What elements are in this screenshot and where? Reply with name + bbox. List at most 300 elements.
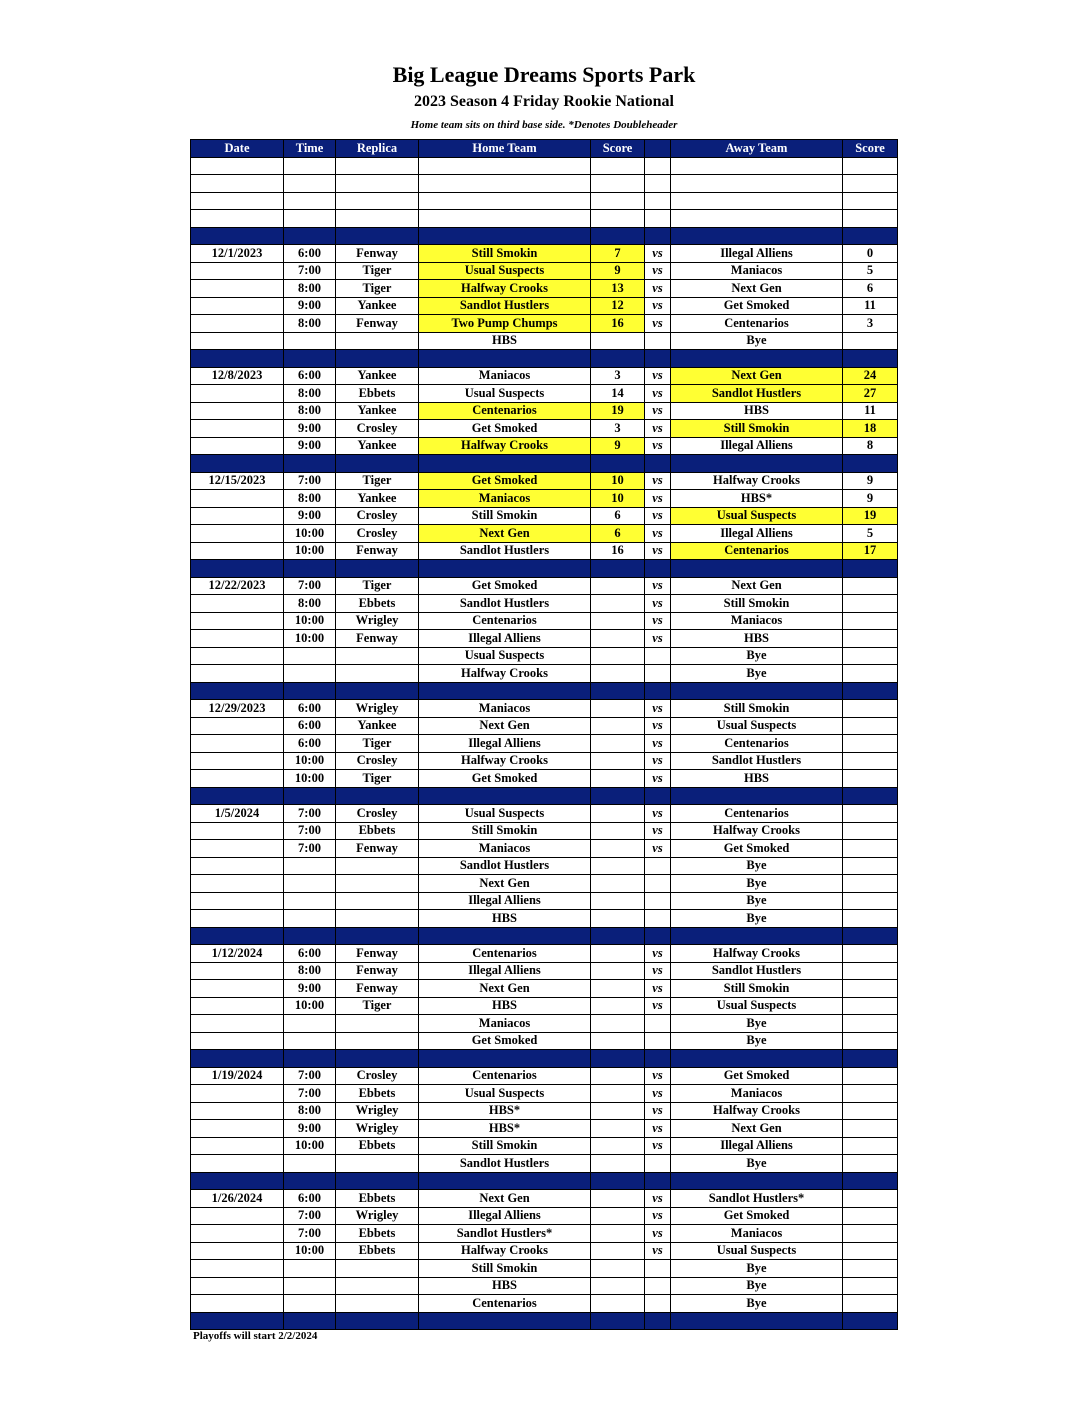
vs-cell: vs <box>645 1067 671 1085</box>
home-score-cell: 16 <box>591 315 645 333</box>
time-cell <box>284 665 336 683</box>
away-score-cell: 18 <box>843 420 898 438</box>
home-score-cell <box>591 175 645 193</box>
away-score-cell <box>843 735 898 753</box>
vs-cell <box>645 892 671 910</box>
game-row <box>191 962 898 980</box>
game-row <box>191 630 898 648</box>
replica-cell <box>336 1050 419 1068</box>
away-score-cell <box>843 805 898 823</box>
game-row <box>191 980 898 998</box>
vs-cell: vs <box>645 490 671 508</box>
replica-cell: Crosley <box>336 507 419 525</box>
home-score-cell <box>591 1015 645 1033</box>
date-cell <box>191 1120 284 1138</box>
home-team-cell: Sandlot Hustlers <box>419 857 591 875</box>
game-row <box>191 542 898 560</box>
page-title: Big League Dreams Sports Park <box>392 62 696 87</box>
away-team-cell: Bye <box>671 1260 843 1278</box>
away-score-cell: 3 <box>843 315 898 333</box>
replica-cell <box>336 157 419 175</box>
playoffs-note: Playoffs will start 2/2/2024 <box>193 1330 318 1342</box>
replica-cell <box>336 1155 419 1173</box>
home-team-cell: Next Gen <box>419 1190 591 1208</box>
date-cell <box>191 787 284 805</box>
away-team-cell: Halfway Crooks <box>671 945 843 963</box>
date-cell <box>191 857 284 875</box>
replica-cell: Wrigley <box>336 1207 419 1225</box>
away-score-cell <box>843 927 898 945</box>
replica-cell <box>336 175 419 193</box>
replica-cell: Tiger <box>336 280 419 298</box>
vs-cell: vs <box>645 1207 671 1225</box>
col-header-away-score: Score <box>843 140 898 158</box>
replica-cell <box>336 927 419 945</box>
replica-cell: Crosley <box>336 752 419 770</box>
away-score-cell <box>843 455 898 473</box>
away-score-cell: 0 <box>843 245 898 263</box>
away-team-cell <box>671 787 843 805</box>
home-score-cell: 3 <box>591 420 645 438</box>
home-team-cell <box>419 1172 591 1190</box>
away-score-cell <box>843 175 898 193</box>
home-team-cell: Centenarios <box>419 1295 591 1313</box>
home-team-cell: Illegal Alliens <box>419 1207 591 1225</box>
away-score-cell <box>843 332 898 350</box>
week-separator-row <box>191 1172 898 1190</box>
away-score-cell <box>843 560 898 578</box>
date-cell <box>191 682 284 700</box>
replica-cell: Tiger <box>336 997 419 1015</box>
date-cell <box>191 1085 284 1103</box>
home-team-cell <box>419 350 591 368</box>
time-cell: 9:00 <box>284 420 336 438</box>
time-cell: 8:00 <box>284 402 336 420</box>
vs-cell <box>645 1260 671 1278</box>
home-score-cell <box>591 1277 645 1295</box>
home-team-cell: Next Gen <box>419 525 591 543</box>
time-cell: 6:00 <box>284 1190 336 1208</box>
game-row <box>191 1190 898 1208</box>
away-team-cell: Usual Suspects <box>671 1242 843 1260</box>
date-cell: 12/8/2023 <box>191 367 284 385</box>
vs-cell: vs <box>645 630 671 648</box>
date-cell <box>191 1260 284 1278</box>
vs-cell: vs <box>645 1242 671 1260</box>
away-score-cell <box>843 840 898 858</box>
vs-cell <box>645 210 671 228</box>
away-team-cell: Usual Suspects <box>671 717 843 735</box>
date-cell <box>191 647 284 665</box>
vs-cell <box>645 1295 671 1313</box>
away-team-cell <box>671 682 843 700</box>
time-cell <box>284 787 336 805</box>
home-score-cell: 10 <box>591 472 645 490</box>
vs-cell: vs <box>645 962 671 980</box>
game-row <box>191 612 898 630</box>
away-team-cell <box>671 560 843 578</box>
date-cell <box>191 910 284 928</box>
game-row <box>191 595 898 613</box>
date-cell <box>191 157 284 175</box>
away-score-cell: 11 <box>843 402 898 420</box>
game-row <box>191 1137 898 1155</box>
game-row <box>191 262 898 280</box>
home-team-cell <box>419 560 591 578</box>
home-score-cell <box>591 577 645 595</box>
date-cell <box>191 297 284 315</box>
away-score-cell: 8 <box>843 437 898 455</box>
home-team-cell: Illegal Alliens <box>419 630 591 648</box>
home-team-cell: Centenarios <box>419 945 591 963</box>
away-team-cell: Bye <box>671 647 843 665</box>
away-score-cell <box>843 577 898 595</box>
away-team-cell <box>671 1312 843 1330</box>
time-cell <box>284 1312 336 1330</box>
header-note: Home team sits on third base side. *Denotes Doubleheader <box>410 119 678 131</box>
date-cell <box>191 420 284 438</box>
away-team-cell: Get Smoked <box>671 1207 843 1225</box>
replica-cell <box>336 455 419 473</box>
away-score-cell <box>843 665 898 683</box>
date-cell <box>191 665 284 683</box>
week-separator-row <box>191 1050 898 1068</box>
home-team-cell: Sandlot Hustlers <box>419 595 591 613</box>
week-separator-row <box>191 455 898 473</box>
time-cell <box>284 927 336 945</box>
away-team-cell: Get Smoked <box>671 297 843 315</box>
home-team-cell: Maniacos <box>419 367 591 385</box>
away-team-cell: Bye <box>671 1032 843 1050</box>
time-cell: 7:00 <box>284 822 336 840</box>
away-score-cell: 11 <box>843 297 898 315</box>
home-team-cell: Two Pump Chumps <box>419 315 591 333</box>
time-cell: 10:00 <box>284 525 336 543</box>
blank-row <box>191 175 898 193</box>
away-team-cell: HBS <box>671 402 843 420</box>
vs-cell <box>645 1312 671 1330</box>
home-team-cell <box>419 157 591 175</box>
game-row <box>191 402 898 420</box>
game-row <box>191 525 898 543</box>
game-row <box>191 472 898 490</box>
date-cell <box>191 402 284 420</box>
time-cell: 7:00 <box>284 472 336 490</box>
away-team-cell: HBS <box>671 770 843 788</box>
away-team-cell: Still Smokin <box>671 420 843 438</box>
replica-cell <box>336 892 419 910</box>
replica-cell: Fenway <box>336 962 419 980</box>
vs-cell <box>645 1015 671 1033</box>
home-score-cell: 7 <box>591 245 645 263</box>
replica-cell: Ebbets <box>336 822 419 840</box>
home-score-cell <box>591 595 645 613</box>
time-cell <box>284 647 336 665</box>
home-team-cell <box>419 192 591 210</box>
away-team-cell: Bye <box>671 1277 843 1295</box>
replica-cell: Tiger <box>336 577 419 595</box>
date-cell <box>191 1015 284 1033</box>
home-score-cell: 13 <box>591 280 645 298</box>
home-score-cell <box>591 1102 645 1120</box>
vs-cell: vs <box>645 262 671 280</box>
home-score-cell <box>591 805 645 823</box>
vs-cell: vs <box>645 945 671 963</box>
home-score-cell <box>591 980 645 998</box>
time-cell <box>284 892 336 910</box>
game-row <box>191 245 898 263</box>
time-cell: 9:00 <box>284 507 336 525</box>
away-score-cell <box>843 700 898 718</box>
home-team-cell: Still Smokin <box>419 507 591 525</box>
away-score-cell: 9 <box>843 490 898 508</box>
time-cell: 9:00 <box>284 1120 336 1138</box>
vs-cell <box>645 560 671 578</box>
home-score-cell <box>591 840 645 858</box>
time-cell: 7:00 <box>284 1085 336 1103</box>
home-team-cell <box>419 927 591 945</box>
away-team-cell: Illegal Alliens <box>671 525 843 543</box>
time-cell: 10:00 <box>284 770 336 788</box>
game-row <box>191 420 898 438</box>
away-score-cell <box>843 1032 898 1050</box>
away-team-cell: Maniacos <box>671 612 843 630</box>
away-score-cell <box>843 1015 898 1033</box>
game-row <box>191 1067 898 1085</box>
date-cell <box>191 1102 284 1120</box>
away-team-cell: Still Smokin <box>671 595 843 613</box>
week-separator-row <box>191 350 898 368</box>
away-score-cell <box>843 770 898 788</box>
away-team-cell: Still Smokin <box>671 980 843 998</box>
home-team-cell: HBS <box>419 910 591 928</box>
home-team-cell: HBS* <box>419 1102 591 1120</box>
away-score-cell <box>843 892 898 910</box>
away-team-cell: Get Smoked <box>671 840 843 858</box>
date-cell <box>191 840 284 858</box>
vs-cell: vs <box>645 997 671 1015</box>
home-team-cell: Usual Suspects <box>419 647 591 665</box>
away-score-cell: 19 <box>843 507 898 525</box>
game-row <box>191 857 898 875</box>
date-cell <box>191 280 284 298</box>
home-score-cell: 6 <box>591 507 645 525</box>
home-score-cell <box>591 962 645 980</box>
home-score-cell <box>591 1260 645 1278</box>
date-cell: 1/19/2024 <box>191 1067 284 1085</box>
replica-cell <box>336 192 419 210</box>
vs-cell <box>645 1172 671 1190</box>
week-separator-row <box>191 227 898 245</box>
replica-cell: Yankee <box>336 437 419 455</box>
replica-cell: Yankee <box>336 297 419 315</box>
replica-cell <box>336 647 419 665</box>
home-team-cell: Centenarios <box>419 402 591 420</box>
time-cell <box>284 1172 336 1190</box>
vs-cell <box>645 665 671 683</box>
vs-cell: vs <box>645 1120 671 1138</box>
away-score-cell <box>843 997 898 1015</box>
date-cell <box>191 175 284 193</box>
replica-cell: Yankee <box>336 717 419 735</box>
time-cell <box>284 875 336 893</box>
replica-cell <box>336 210 419 228</box>
time-cell: 7:00 <box>284 805 336 823</box>
away-score-cell <box>843 875 898 893</box>
time-cell: 8:00 <box>284 490 336 508</box>
away-team-cell: Usual Suspects <box>671 997 843 1015</box>
replica-cell: Yankee <box>336 490 419 508</box>
vs-cell: vs <box>645 700 671 718</box>
date-cell <box>191 1277 284 1295</box>
home-team-cell: Sandlot Hustlers <box>419 542 591 560</box>
vs-cell: vs <box>645 612 671 630</box>
schedule-body <box>191 157 898 1330</box>
away-team-cell: Sandlot Hustlers <box>671 752 843 770</box>
home-score-cell <box>591 1190 645 1208</box>
home-score-cell: 6 <box>591 525 645 543</box>
col-header-home-team: Home Team <box>419 140 591 158</box>
away-score-cell <box>843 157 898 175</box>
home-team-cell: Get Smoked <box>419 577 591 595</box>
home-score-cell <box>591 910 645 928</box>
vs-cell: vs <box>645 752 671 770</box>
away-team-cell: Still Smokin <box>671 700 843 718</box>
time-cell: 9:00 <box>284 437 336 455</box>
home-score-cell <box>591 682 645 700</box>
date-cell <box>191 437 284 455</box>
away-team-cell: Sandlot Hustlers* <box>671 1190 843 1208</box>
replica-cell: Fenway <box>336 630 419 648</box>
game-row <box>191 507 898 525</box>
home-score-cell <box>591 455 645 473</box>
vs-cell: vs <box>645 1085 671 1103</box>
replica-cell: Fenway <box>336 315 419 333</box>
home-score-cell <box>591 1207 645 1225</box>
away-team-cell: Centenarios <box>671 805 843 823</box>
home-score-cell <box>591 1050 645 1068</box>
date-cell <box>191 1242 284 1260</box>
away-team-cell: Bye <box>671 910 843 928</box>
away-team-cell <box>671 350 843 368</box>
col-header-away-team: Away Team <box>671 140 843 158</box>
home-team-cell: Halfway Crooks <box>419 752 591 770</box>
replica-cell <box>336 1032 419 1050</box>
replica-cell: Fenway <box>336 980 419 998</box>
away-team-cell: Bye <box>671 857 843 875</box>
home-score-cell <box>591 717 645 735</box>
date-cell: 12/1/2023 <box>191 245 284 263</box>
date-cell: 12/15/2023 <box>191 472 284 490</box>
date-cell <box>191 962 284 980</box>
date-cell <box>191 1312 284 1330</box>
away-team-cell: Halfway Crooks <box>671 1102 843 1120</box>
date-cell <box>191 735 284 753</box>
week-separator-row <box>191 927 898 945</box>
away-score-cell <box>843 612 898 630</box>
away-team-cell: Sandlot Hustlers <box>671 962 843 980</box>
home-team-cell: Sandlot Hustlers* <box>419 1225 591 1243</box>
away-score-cell <box>843 647 898 665</box>
away-score-cell <box>843 1225 898 1243</box>
away-score-cell <box>843 1067 898 1085</box>
home-team-cell: Maniacos <box>419 1015 591 1033</box>
home-score-cell <box>591 192 645 210</box>
home-team-cell: Sandlot Hustlers <box>419 1155 591 1173</box>
game-row <box>191 1225 898 1243</box>
home-team-cell: Still Smokin <box>419 245 591 263</box>
home-score-cell: 10 <box>591 490 645 508</box>
replica-cell: Crosley <box>336 805 419 823</box>
date-cell <box>191 612 284 630</box>
game-row <box>191 665 898 683</box>
time-cell: 8:00 <box>284 315 336 333</box>
vs-cell <box>645 910 671 928</box>
replica-cell <box>336 1015 419 1033</box>
game-row <box>191 805 898 823</box>
away-score-cell <box>843 787 898 805</box>
vs-cell: vs <box>645 980 671 998</box>
away-team-cell <box>671 210 843 228</box>
home-team-cell: Halfway Crooks <box>419 1242 591 1260</box>
replica-cell: Ebbets <box>336 1225 419 1243</box>
away-team-cell: Sandlot Hustlers <box>671 385 843 403</box>
home-team-cell: Still Smokin <box>419 822 591 840</box>
replica-cell: Tiger <box>336 472 419 490</box>
home-score-cell <box>591 787 645 805</box>
home-team-cell: HBS <box>419 332 591 350</box>
away-team-cell <box>671 157 843 175</box>
vs-cell: vs <box>645 525 671 543</box>
date-cell <box>191 350 284 368</box>
away-score-cell <box>843 822 898 840</box>
away-score-cell <box>843 857 898 875</box>
week-separator-row <box>191 1312 898 1330</box>
home-score-cell <box>591 875 645 893</box>
vs-cell <box>645 682 671 700</box>
home-team-cell: Usual Suspects <box>419 385 591 403</box>
time-cell <box>284 857 336 875</box>
away-score-cell <box>843 1172 898 1190</box>
home-team-cell: Get Smoked <box>419 472 591 490</box>
replica-cell <box>336 1260 419 1278</box>
vs-cell <box>645 857 671 875</box>
game-row <box>191 735 898 753</box>
away-score-cell <box>843 980 898 998</box>
time-cell <box>284 192 336 210</box>
time-cell <box>284 1050 336 1068</box>
away-score-cell <box>843 1102 898 1120</box>
date-cell <box>191 507 284 525</box>
home-team-cell: Usual Suspects <box>419 262 591 280</box>
replica-cell: Crosley <box>336 420 419 438</box>
replica-cell <box>336 1277 419 1295</box>
away-score-cell <box>843 1085 898 1103</box>
away-team-cell <box>671 227 843 245</box>
away-team-cell: Bye <box>671 1295 843 1313</box>
away-team-cell: Centenarios <box>671 735 843 753</box>
home-team-cell: Illegal Alliens <box>419 892 591 910</box>
replica-cell <box>336 787 419 805</box>
home-score-cell <box>591 350 645 368</box>
replica-cell: Ebbets <box>336 595 419 613</box>
game-row <box>191 385 898 403</box>
home-score-cell <box>591 892 645 910</box>
home-team-cell: Next Gen <box>419 980 591 998</box>
date-cell <box>191 1225 284 1243</box>
time-cell <box>284 1032 336 1050</box>
home-team-cell <box>419 787 591 805</box>
